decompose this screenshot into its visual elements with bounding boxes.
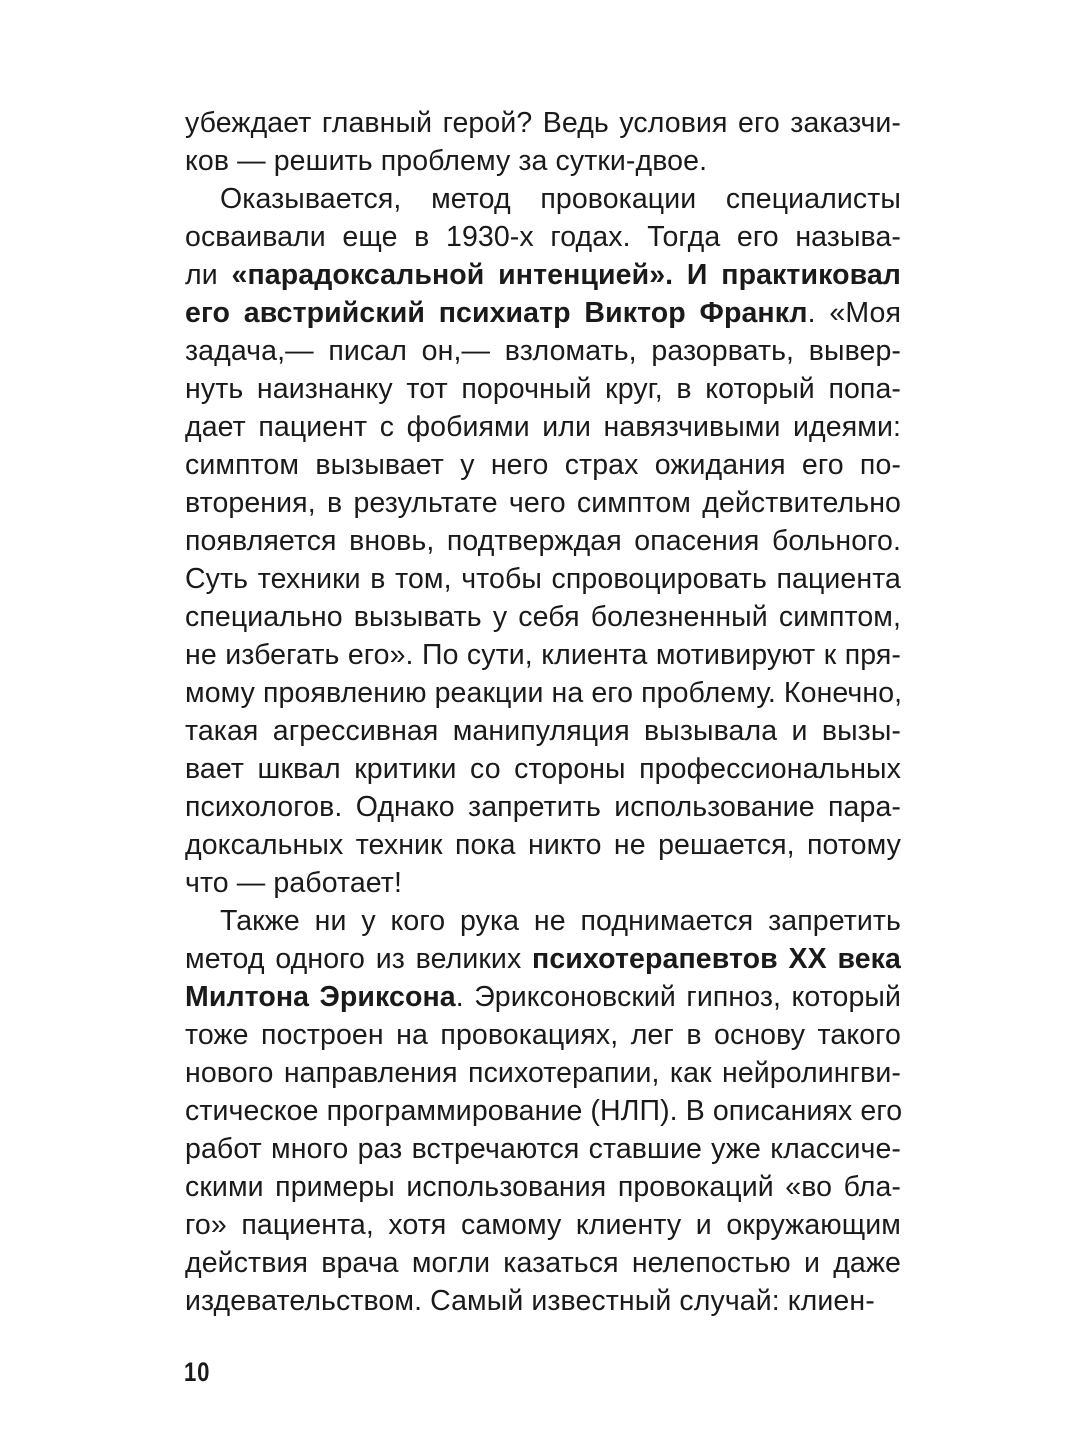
- text-line: [185, 1282, 901, 1320]
- text-run: задача,— писал он,— взломать, разорвать, вывер-: [185, 335, 901, 367]
- text-run: ков — решить проблему за сутки-двое.: [185, 145, 708, 177]
- text-line: [185, 978, 901, 1016]
- text-run: метод одного из великих: [185, 943, 533, 975]
- text-run: стическое программирование (НЛП). В описаниях его: [185, 1095, 903, 1127]
- text-line: [185, 560, 901, 598]
- text-run: Суть техники в том, чтобы спровоцировать пациента: [185, 563, 901, 595]
- text-line: [185, 180, 901, 218]
- text-run: тоже построен на провокациях, лег в основу такого: [185, 1019, 901, 1051]
- text-run: вторения, в результате чего симптом действительно: [185, 487, 901, 519]
- text-line: [185, 1092, 901, 1130]
- text-run: действия врача могли казаться нелепостью и даже: [185, 1247, 901, 1279]
- text-line: [185, 408, 901, 446]
- bold-text: Милтона Эриксона: [185, 981, 456, 1013]
- text-line: [185, 142, 901, 180]
- text-line: [185, 940, 901, 978]
- text-run: появляется вновь, подтверждая опасения больного.: [185, 525, 901, 557]
- text-line: [185, 674, 901, 712]
- text-line: [185, 294, 901, 332]
- text-run: издевательством. Самый известный случай: клиен-: [185, 1285, 875, 1317]
- text-run: что — работает!: [185, 867, 402, 899]
- text-run: доксальных техник пока никто не решается, потому: [185, 829, 901, 861]
- text-line: [185, 332, 901, 370]
- text-run: нуть наизнанку тот порочный круг, в который попа-: [185, 373, 901, 405]
- text-run: скими примеры использования провокаций «во бла-: [185, 1171, 901, 1203]
- text-run: го» пациента, хотя самому клиенту и окружающим: [185, 1209, 901, 1241]
- body-text: [185, 104, 901, 1320]
- text-line: [185, 712, 901, 750]
- text-line: [185, 370, 901, 408]
- text-line: [185, 788, 901, 826]
- text-line: [185, 256, 901, 294]
- text-line: [185, 1168, 901, 1206]
- paragraph: [185, 902, 901, 1320]
- text-line: [185, 636, 901, 674]
- text-run: симптом вызывает у него страх ожидания его по-: [185, 449, 901, 481]
- paragraph: [185, 104, 901, 180]
- text-run: Оказывается, метод провокации специалисты: [220, 183, 901, 215]
- text-run: специально вызывать у себя болезненный симптом,: [185, 601, 901, 633]
- text-run: не избегать его». По сути, клиента мотивируют к пря-: [185, 639, 901, 671]
- text-line: [185, 902, 901, 940]
- text-run: ли: [185, 259, 232, 291]
- text-line: [185, 104, 901, 142]
- text-line: [185, 522, 901, 560]
- text-line: [185, 1054, 901, 1092]
- bold-text: психотерапевтов XX века: [532, 943, 901, 975]
- text-run: мому проявлению реакции на его проблему. Конечно,: [185, 677, 903, 709]
- text-run: такая агрессивная манипуляция вызывала и вызы-: [185, 715, 901, 747]
- text-line: [185, 750, 901, 788]
- text-line: [185, 826, 901, 864]
- bold-text: его австрийский психиатр Виктор Франкл: [185, 297, 808, 329]
- text-run: вает шквал критики со стороны профессиональных: [185, 753, 901, 785]
- text-run: осваивали еще в 1930-х годах. Тогда его называ-: [185, 221, 901, 253]
- text-line: [185, 864, 901, 902]
- text-line: [185, 598, 901, 636]
- text-line: [185, 218, 901, 256]
- text-run: психологов. Однако запретить использование пара-: [185, 791, 901, 823]
- text-line: [185, 1244, 901, 1282]
- text-run: . Эриксоновский гипноз, который: [455, 981, 902, 1013]
- text-run: . «Моя: [807, 297, 901, 329]
- page-number: 10: [184, 1357, 211, 1387]
- text-run: нового направления психотерапии, как нейролингви-: [185, 1057, 901, 1089]
- text-run: убеждает главный герой? Ведь условия его заказчи-: [185, 107, 901, 139]
- text-line: [185, 446, 901, 484]
- text-run: Также ни у кого рука не поднимается запретить: [220, 905, 901, 937]
- paragraph: [185, 180, 901, 902]
- bold-text: «парадоксальной интенцией». И практиковал: [231, 259, 901, 291]
- text-line: [185, 1130, 901, 1168]
- text-line: [185, 1206, 901, 1244]
- text-line: [185, 1016, 901, 1054]
- text-run: работ много раз встречаются ставшие уже классиче-: [185, 1133, 901, 1165]
- text-run: дает пациент с фобиями или навязчивыми идеями:: [185, 411, 901, 443]
- text-line: [185, 484, 901, 522]
